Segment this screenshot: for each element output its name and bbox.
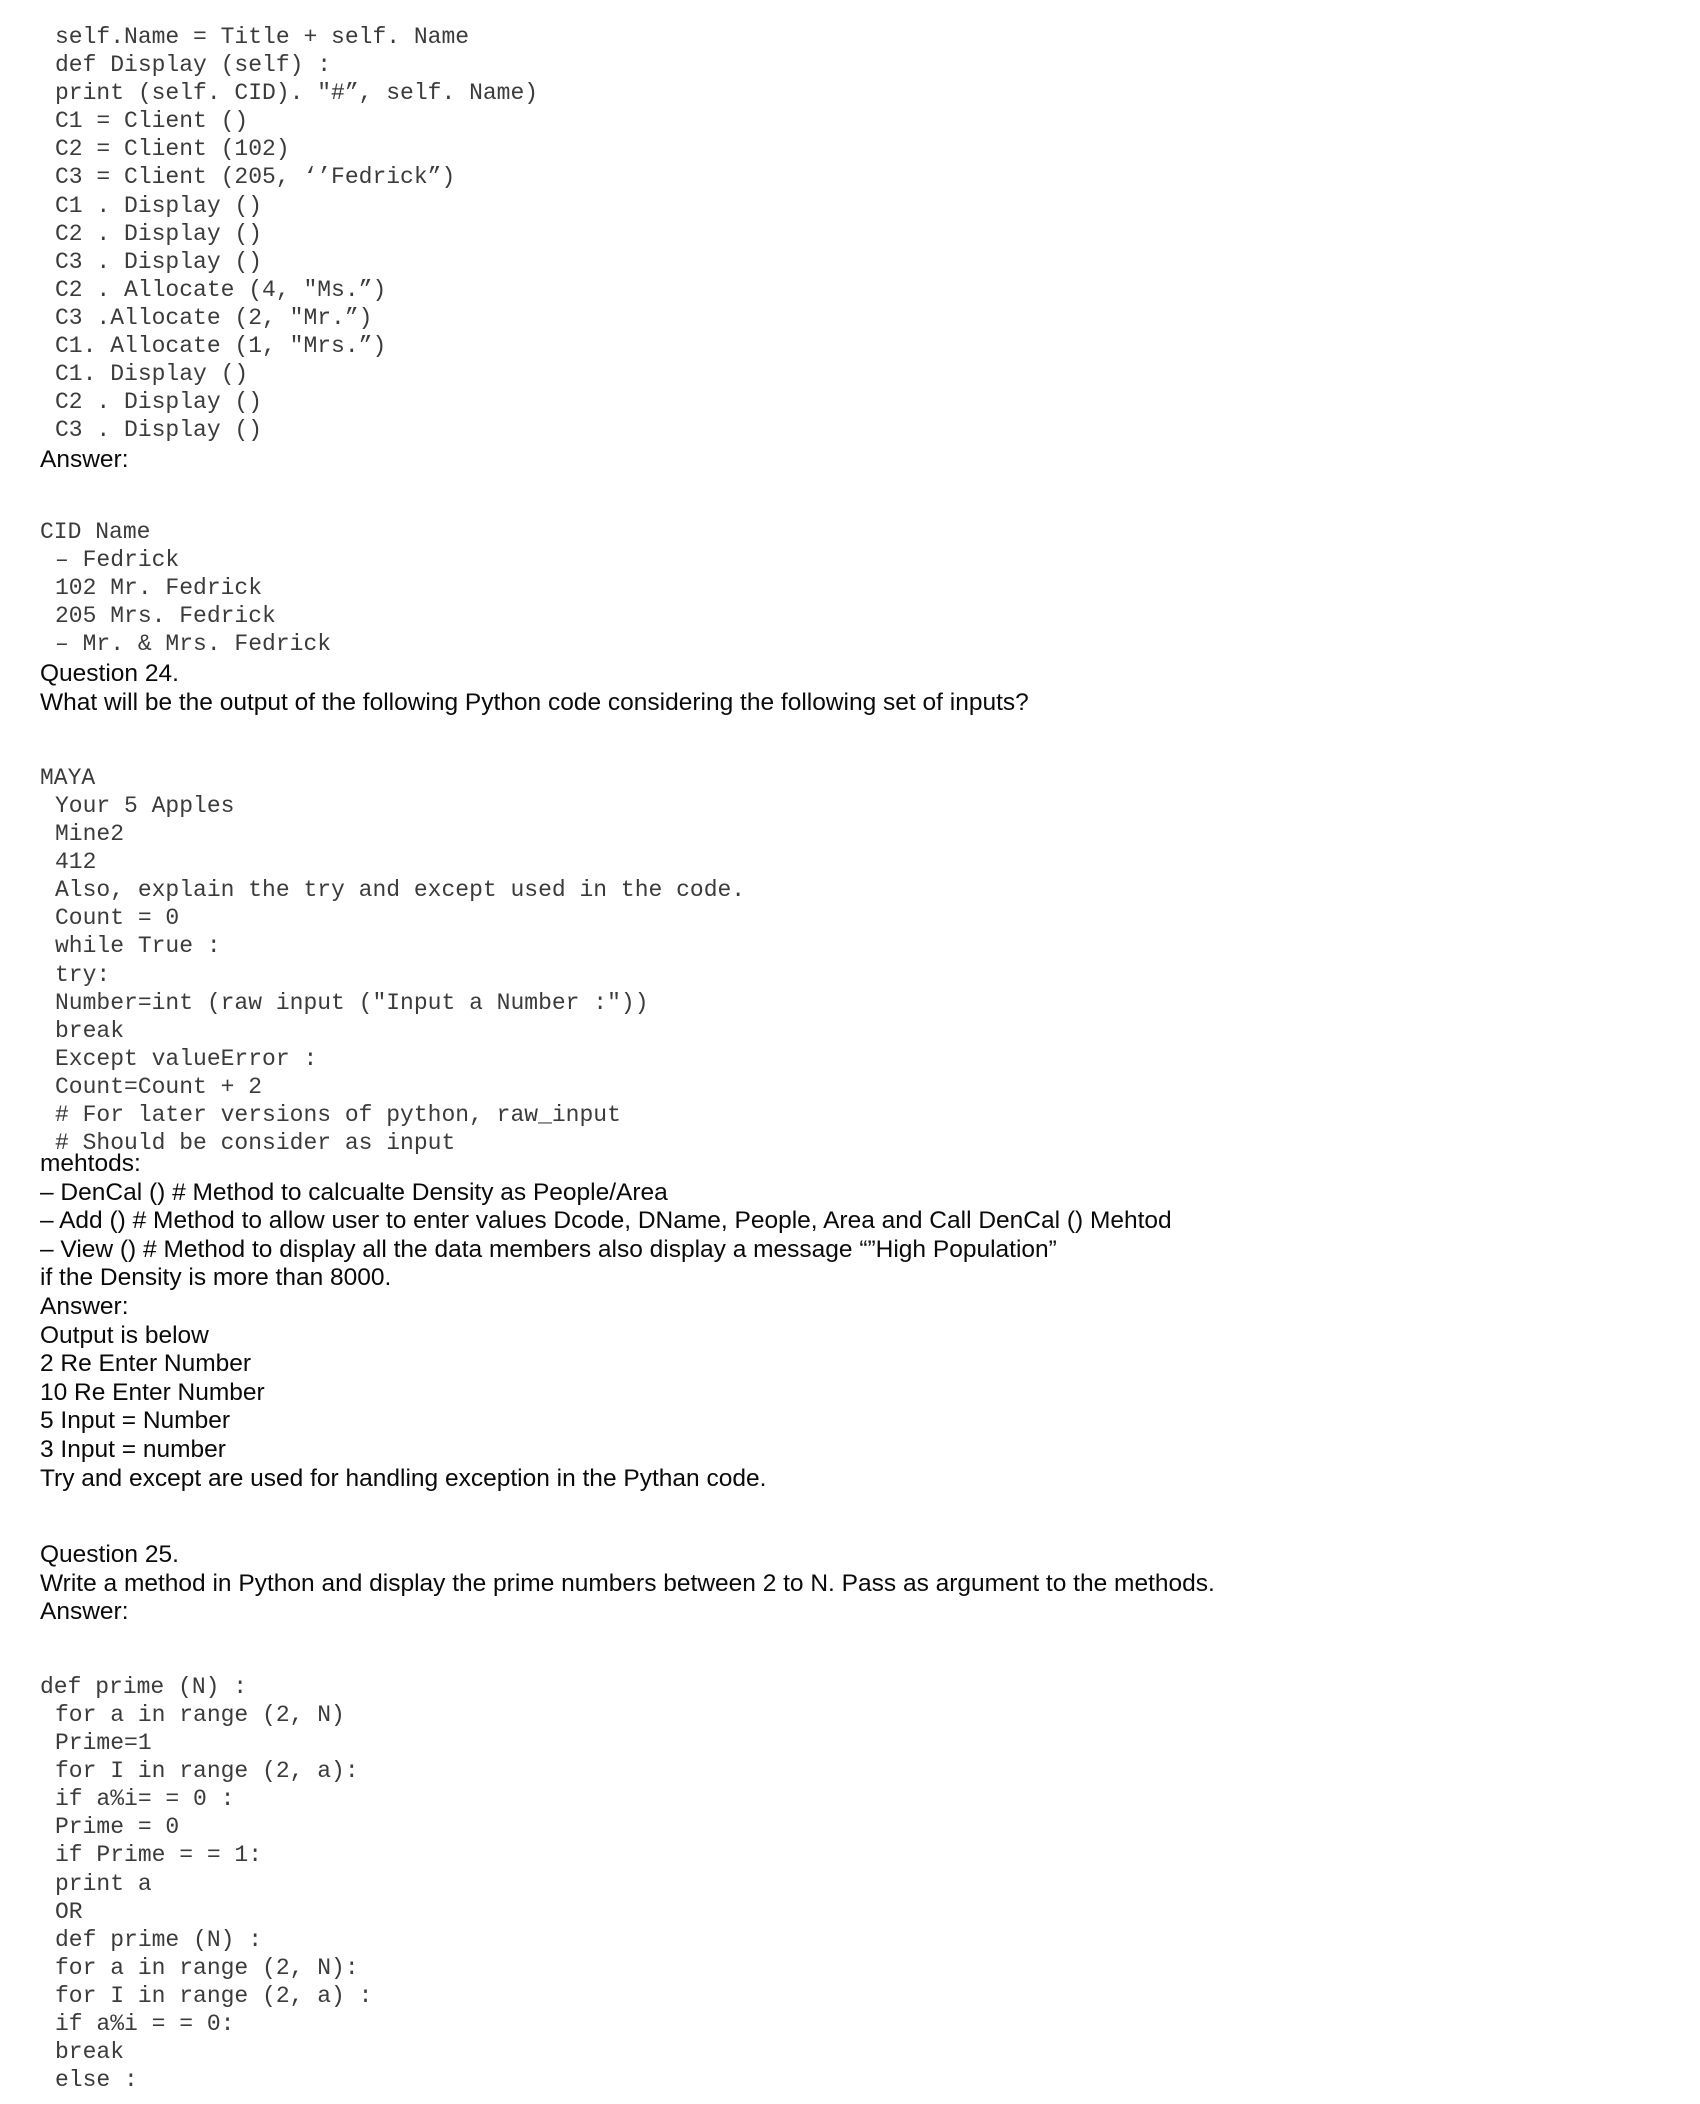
code-line: def prime (N) :: [40, 1674, 248, 1700]
code-line: Mine2: [55, 821, 125, 848]
inputs-header: [0, 764, 1700, 792]
code-line: C3 .Allocate (2, "Mr.”): [55, 304, 373, 331]
code-block-q24: [0, 792, 1700, 1157]
output-header-text: CID Name: [40, 519, 151, 545]
text-line: Try and except are used for handling exception in the Pythan code.: [40, 1464, 767, 1492]
output-header: [0, 518, 1700, 546]
code-line: OR: [55, 1898, 83, 1925]
output-row: – Fedrick: [55, 547, 180, 573]
code-line: for I in range (2, a) :: [55, 1982, 373, 2009]
code-line: while True :: [55, 933, 221, 960]
output-row: 102 Mr. Fedrick: [55, 575, 263, 602]
code-line: C3 . Display (): [55, 417, 263, 444]
question-24: [0, 660, 1700, 717]
code-line: print (self. CID). "#”, self. Name): [55, 80, 539, 107]
answer-label: [0, 446, 1700, 475]
code-line: Your 5 Apples: [55, 793, 235, 819]
code-line: self.Name = Title + self. Name: [55, 24, 470, 50]
text-line: 10 Re Enter Number: [40, 1378, 265, 1406]
code-line: else :: [55, 2067, 138, 2094]
text-line: – Add () # Method to allow user to enter values Dcode, DName, People, Area and Call DenCal () Mehtod: [40, 1207, 1172, 1235]
code-line: C1 = Client (): [55, 108, 249, 135]
code-line: C2 . Display (): [55, 220, 263, 247]
text-line: Write a method in Python and display the prime numbers between 2 to N. Pass as argument to the methods.: [40, 1569, 1215, 1597]
code-line: Prime = 0: [55, 1814, 180, 1841]
code-line: Count=Count + 2: [55, 1073, 263, 1100]
code-line: 412: [55, 849, 97, 876]
code-line: Prime=1: [55, 1730, 152, 1757]
code-line: # For later versions of python, raw_input: [55, 1102, 621, 1129]
code-line: Except valueError :: [55, 1045, 318, 1072]
text-line: 2 Re Enter Number: [40, 1350, 252, 1378]
code-line: C2 . Allocate (4, "Ms.”): [55, 276, 387, 303]
code-line: C1. Display (): [55, 361, 249, 388]
text-block-q24: [0, 1150, 1700, 1493]
code-block-q25: [0, 1701, 1700, 2094]
code-line: for a in range (2, N): [55, 1702, 345, 1728]
code-line: Also, explain the try and except used in the code.: [55, 877, 746, 904]
code-line: if Prime = = 1:: [55, 1842, 263, 1869]
code-line: try:: [55, 961, 111, 988]
text-line: – View () # Method to display all the data members also display a message “”High Population”: [40, 1235, 1057, 1263]
code-line: break: [55, 2039, 125, 2066]
question-25-block: [0, 1541, 1700, 1627]
code-line: for a in range (2, N):: [55, 1954, 359, 1981]
output-row: 205 Mrs. Fedrick: [55, 603, 276, 630]
code-line: C1. Allocate (1, "Mrs.”): [55, 333, 387, 360]
text-line: 3 Input = number: [40, 1435, 226, 1463]
code-line: C2 = Client (102): [55, 136, 290, 163]
text-line: Answer:: [40, 1598, 129, 1626]
code-line: C3 = Client (205, ‘’Fedrick”): [55, 164, 456, 191]
output-rows-block: [0, 546, 1700, 658]
text-line: – DenCal () # Method to calcualte Density as People/Area: [40, 1178, 668, 1206]
code-line: def prime (N) :: [55, 1926, 263, 1953]
output-row: – Mr. & Mrs. Fedrick: [55, 631, 332, 658]
code-q25-first-line: [0, 1673, 1700, 1701]
code-line: def Display (self) :: [55, 52, 332, 79]
text-line: 5 Input = Number: [40, 1407, 230, 1435]
code-line: if a%i= = 0 :: [55, 1786, 235, 1813]
code-block-client-class: [0, 23, 1700, 444]
code-line: Number=int (raw input ("Input a Number :")): [55, 989, 649, 1016]
code-line: break: [55, 1017, 125, 1044]
text-line: Question 25.: [40, 1541, 179, 1568]
code-line: C3 . Display (): [55, 248, 263, 275]
answer-label-text: Answer:: [40, 446, 129, 473]
question-24-prompt: What will be the output of the following Python code considering the following set of inputs?: [40, 688, 1029, 716]
code-line: C1 . Display (): [55, 192, 263, 219]
code-line: Count = 0: [55, 905, 180, 932]
code-line: C2 . Display (): [55, 389, 263, 416]
text-line: mehtods:: [40, 1150, 141, 1177]
inputs-header-text: MAYA: [40, 765, 96, 791]
question-24-title: Question 24.: [40, 660, 179, 687]
code-line: print a: [55, 1870, 152, 1897]
text-line: Answer:: [40, 1292, 129, 1320]
code-line: if a%i = = 0:: [55, 2011, 235, 2038]
code-line: for I in range (2, a):: [55, 1758, 359, 1785]
text-line: Output is below: [40, 1321, 209, 1349]
text-line: if the Density is more than 8000.: [40, 1264, 392, 1292]
code-line: # Should be consider as input: [55, 1130, 456, 1157]
